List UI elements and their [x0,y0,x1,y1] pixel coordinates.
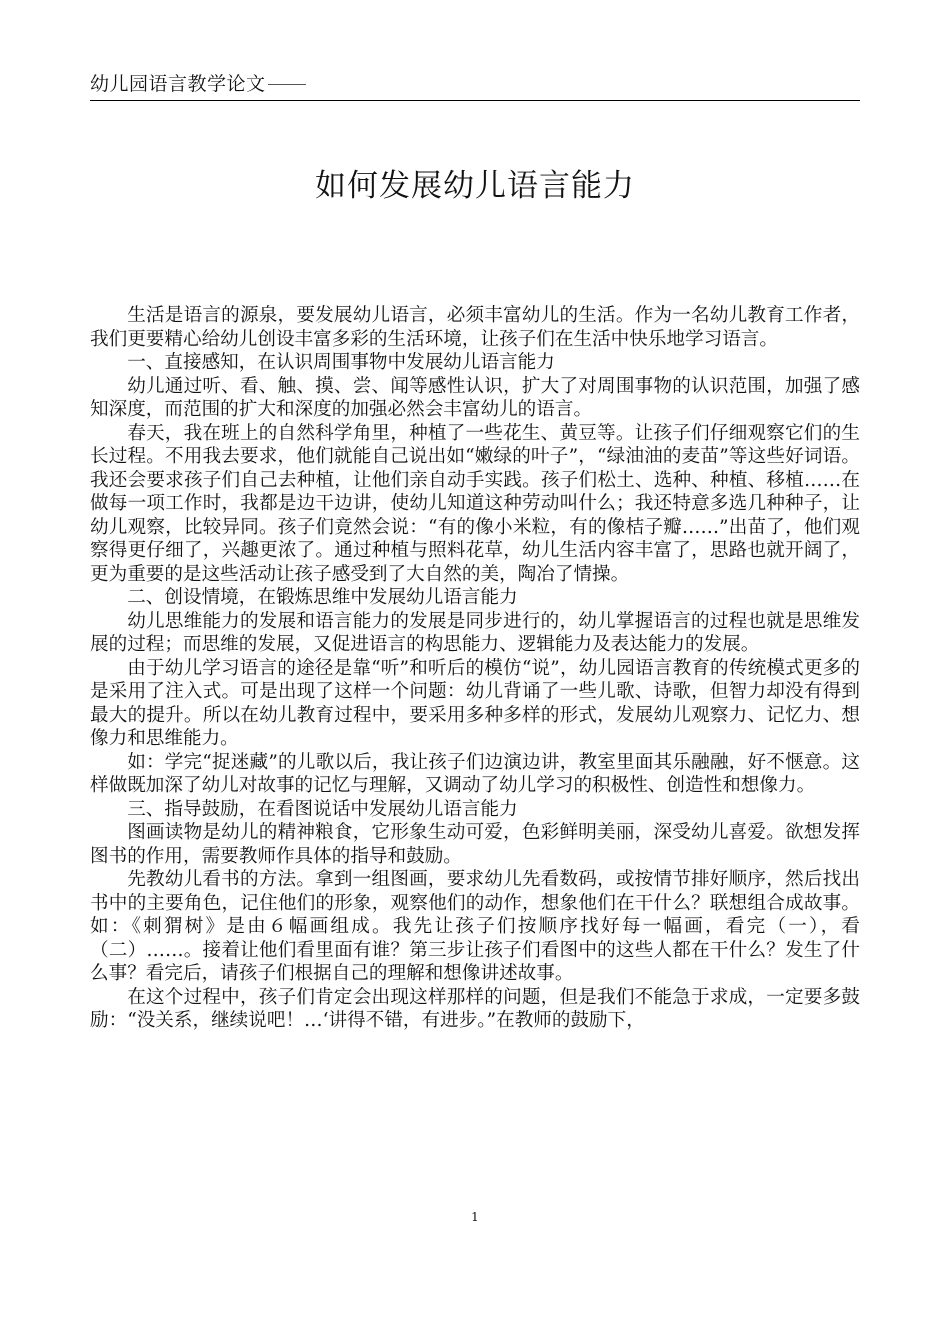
header-title [90,69,306,96]
section-heading: 一、直接感知，在认识周围事物中发展幼儿语言能力 [127,352,555,373]
paragraph: 由于幼儿学习语言的途径是靠“听”和听后的模仿“说”，幼儿园语言教育的传统模式更多的是采用了注入式。可是出现了这样一个问题：幼儿背诵了一些儿歌、诗歌，但智力却没有得到最大的提升。所以在幼儿教育过程中，要采用多种多样的形式，发展幼儿观察力、记忆力、想像力和思维能力。 [90,657,860,749]
paragraph: 生活是语言的源泉，要发展幼儿语言，必须丰富幼儿的生活。作为一名幼儿教育工作者，我们更要精心给幼儿创设丰富多彩的生活环境，让孩子们在生活中快乐地学习语言。 [90,305,860,350]
paragraph: 幼儿通过听、看、触、摸、尝、闻等感性认识，扩大了对周围事物的认识范围，加强了感知深度，而范围的扩大和深度的加强必然会丰富幼儿的语言。 [90,375,860,420]
paragraph: 幼儿思维能力的发展和语言能力的发展是同步进行的，幼儿掌握语言的过程也就是思维发展的过程；而思维的发展，又促进语言的构思能力、逻辑能力及表达能力的发展。 [90,610,860,655]
page-number: 1 [471,1210,479,1224]
paragraph: 在这个过程中，孩子们肯定会出现这样那样的问题，但是我们不能急于求成，一定要多鼓励：“没关系，继续说吧！…‘讲得不错，有进步。”在教师的鼓励下， [90,986,860,1031]
paragraph: 春天，我在班上的自然科学角里，种植了一些花生、黄豆等。让孩子们仔细观察它们的生长过程。不用我去要求，他们就能自己说出如“嫩绿的叶子”，“绿油油的麦苗”等这些好词语。我还会要求孩子们自己去种植，让他们亲自动手实践。孩子们松土、选种、种植、移植……在做每一项工作时，我都是边干边讲，使幼儿知道这种劳动叫什么；我还特意多选几种种子，让幼儿观察，比较异同。孩子们竟然会说：“有的像小米粒，有的像桔子瓣……”出苗了，他们观察得更仔细了，兴趣更浓了。通过种植与照料花草，幼儿生活内容丰富了，思路也就开阔了，更为重要的是这些活动让孩子感受到了大自然的美，陶冶了情操。 [90,422,860,585]
section-heading: 三、指导鼓励，在看图说话中发展幼儿语言能力 [127,798,518,820]
paragraph: 如：学完“捉迷藏”的儿歌以后，我让孩子们边演边讲，教室里面其乐融融，好不惬意。这样做既加深了幼儿对故事的记忆与理解，又调动了幼儿学习的积极性、创造性和想像力。 [90,751,860,796]
header-title-text: 幼儿园语言教学论文 [90,73,266,95]
document-title: 如何发展幼儿语言能力 [315,168,635,204]
paragraph: 先教幼儿看书的方法。拿到一组图画，要求幼儿先看数码，或按情节排好顺序，然后找出书中的主要角色，记住他们的形象，观察他们的动作，想象他们在干什么？联想组合成故事。如：《刺猬树》是由６幅画组成。我先让孩子们按顺序找好每一幅画，看完（一），看（二）……。接着让他们看里面有谁？第三步让孩子们看图中的这些人都在干什么？发生了什么事？看完后，请孩子们根据自己的理解和想像讲述故事。 [90,869,860,984]
paragraph: 图画读物是幼儿的精神粮食，它形象生动可爱，色彩鲜明美丽，深受幼儿喜爱。欲想发挥图书的作用，需要教师作具体的指导和鼓励。 [90,822,860,867]
section-heading: 二、创设情境，在锻炼思维中发展幼儿语言能力 [127,587,518,608]
document-body [90,304,860,1033]
header-dash [268,84,306,85]
page-header [90,70,860,101]
